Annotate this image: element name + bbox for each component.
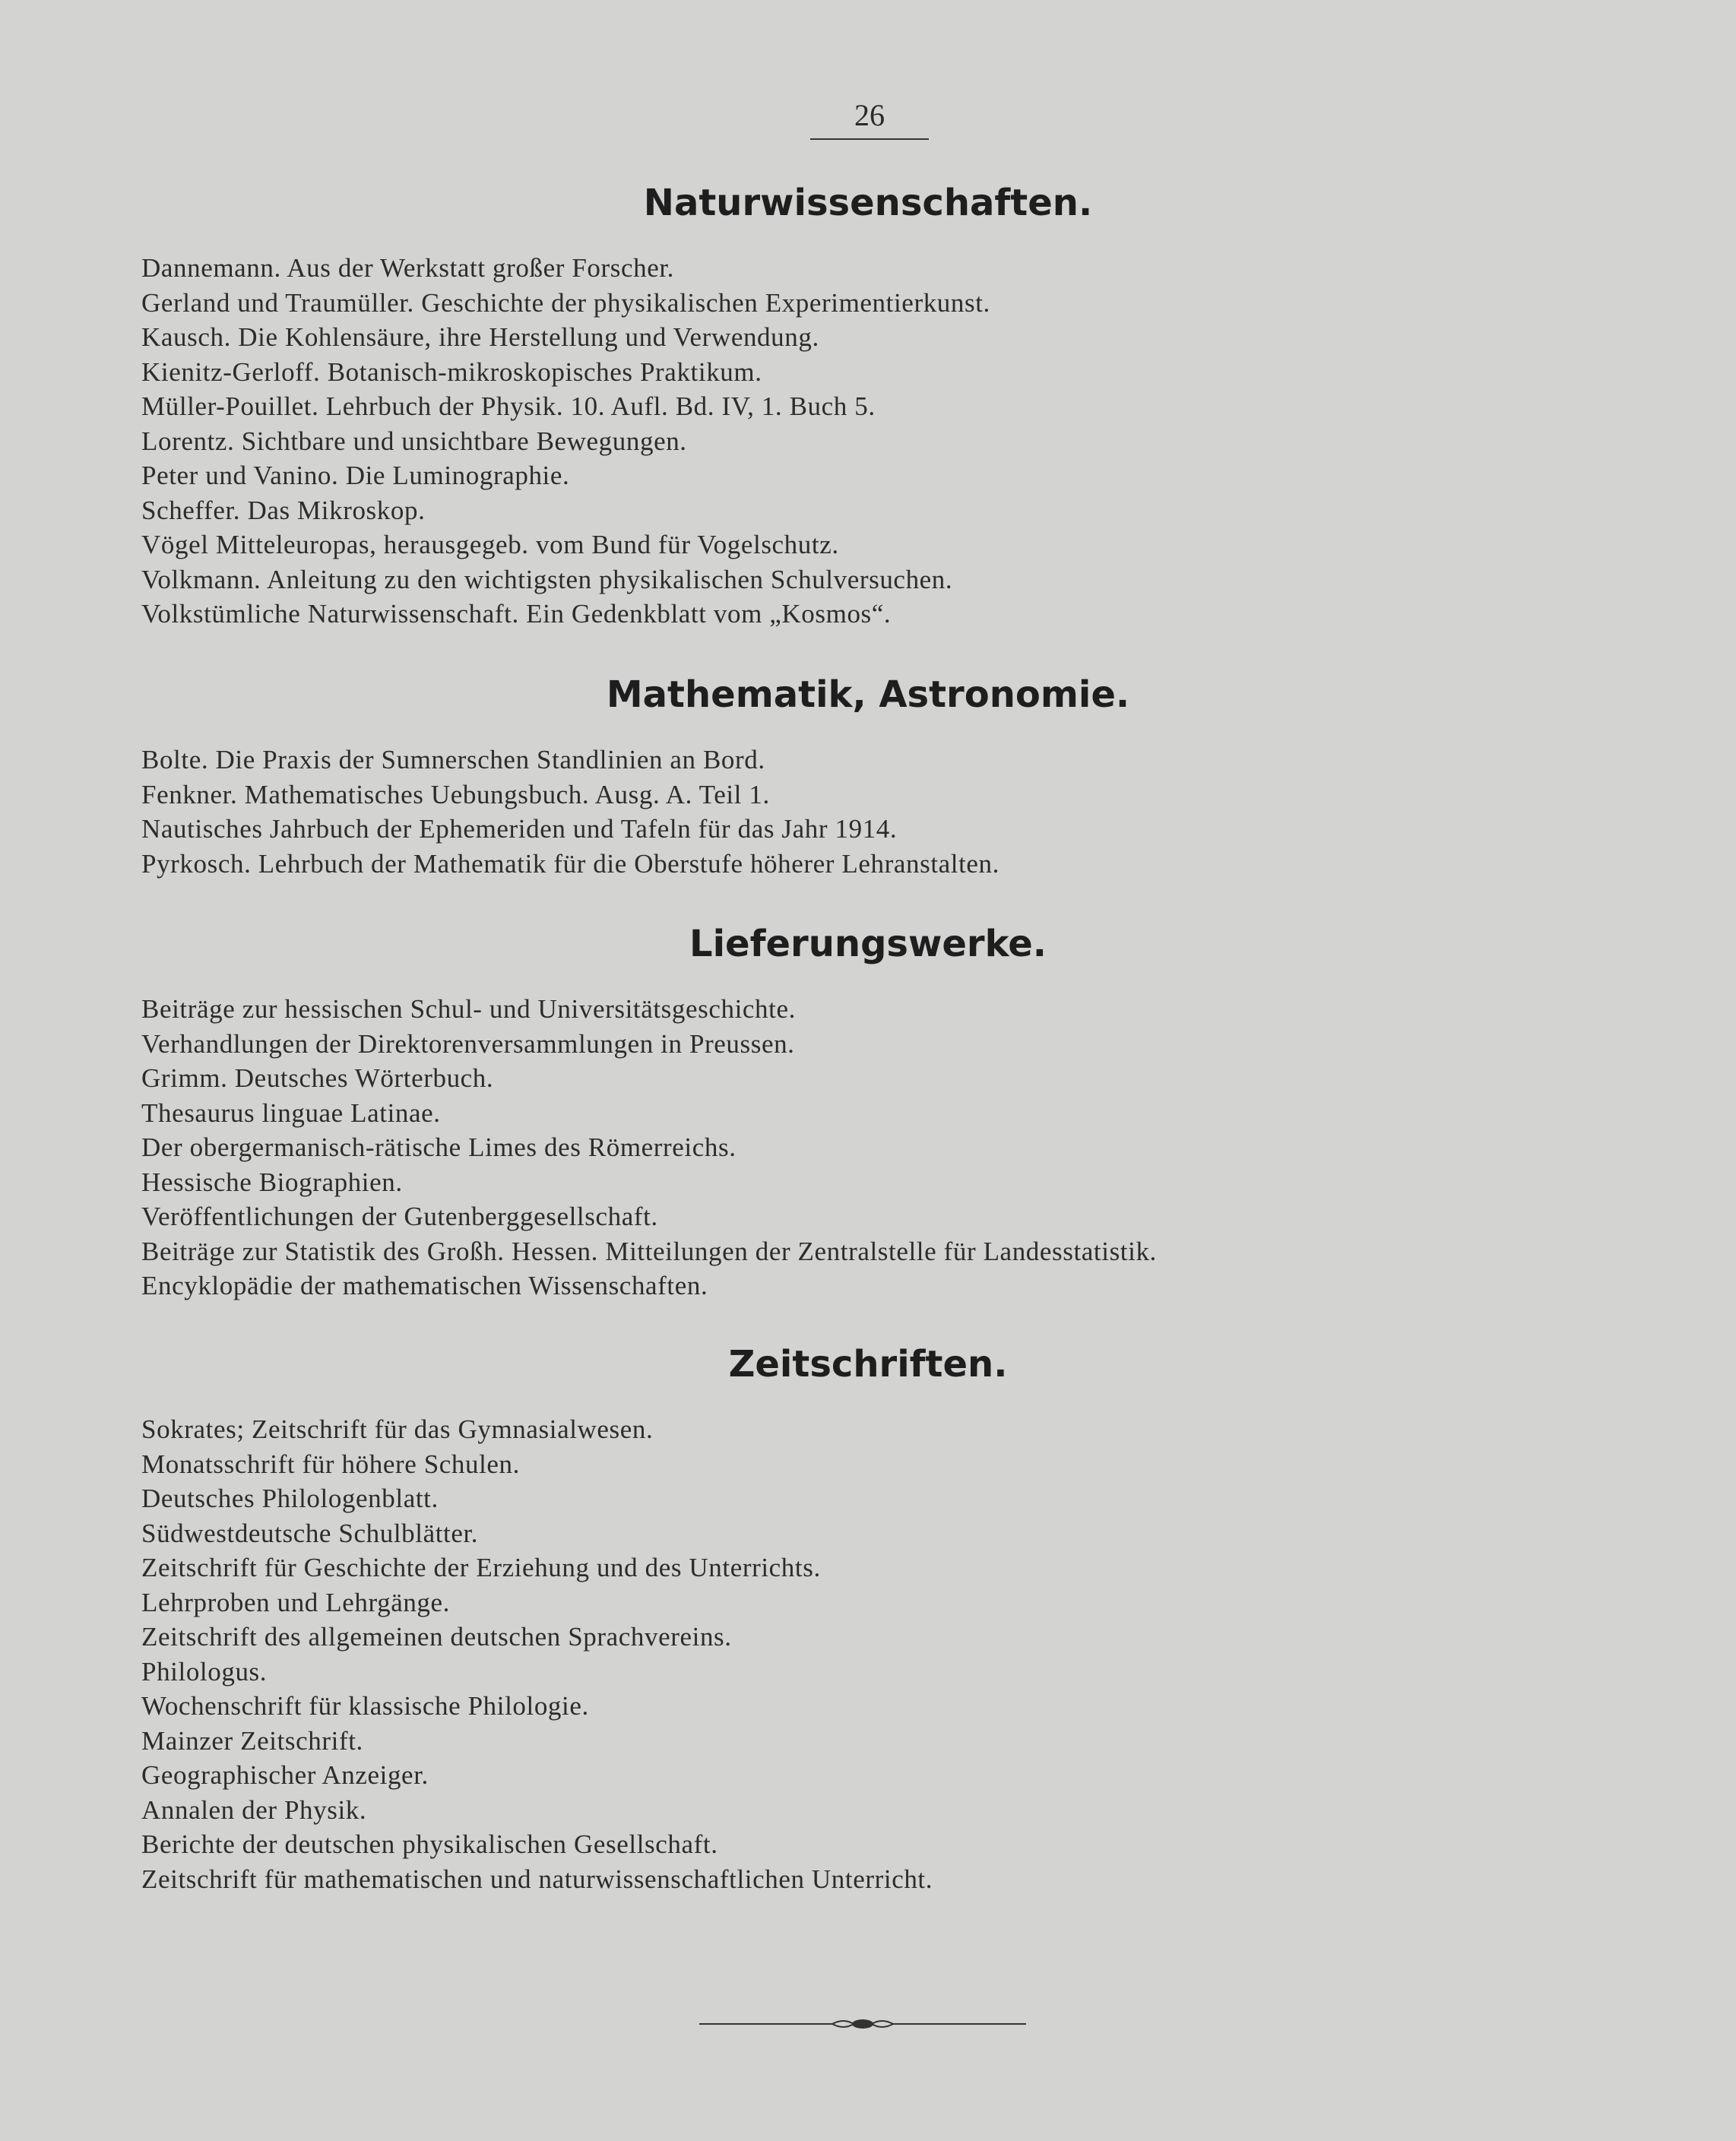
section-heading-naturwissenschaften: Naturwissenschaften. (643, 182, 1093, 224)
list-item: Philologus. (141, 1656, 268, 1687)
list-item: Berichte der deutschen physikalischen Gesellschaft. (141, 1829, 718, 1859)
list-item: Lehrproben und Lehrgänge. (141, 1587, 451, 1617)
list-item: Zeitschrift für mathematischen und naturwissenschaftlichen Unterricht. (141, 1864, 933, 1894)
list-item: Kienitz-Gerloff. Botanisch-mikroskopisches Praktikum. (141, 356, 762, 387)
list-item: Zeitschrift für Geschichte der Erziehung und des Unterrichts. (141, 1553, 821, 1582)
list-item: Volkmann. Anleitung zu den wichtigsten physikalischen Schulversuchen. (141, 564, 953, 594)
section-heading-lieferungswerke: Lieferungswerke. (689, 923, 1047, 965)
list-item: Fenkner. Mathematisches Uebungsbuch. Ausg. A. Teil 1. (141, 779, 770, 809)
section-list-zeitschriften (141, 1412, 933, 1896)
list-item: Nautisches Jahrbuch der Ephemeriden und Tafeln für das Jahr 1914. (141, 814, 898, 844)
list-item: Hessische Biographien. (141, 1167, 403, 1197)
list-item: Geographischer Anzeiger. (141, 1760, 429, 1790)
list-item: Gerland und Traumüller. Geschichte der physikalischen Experimentierkunst. (141, 287, 990, 318)
section-heading-zeitschriften: Zeitschriften. (728, 1343, 1008, 1386)
list-item: Wochenschrift für klassische Philologie. (141, 1691, 589, 1721)
page-number: 26 (854, 98, 885, 132)
list-item: Annalen der Physik. (141, 1794, 367, 1825)
list-item: Thesaurus linguae Latinae. (141, 1097, 441, 1128)
page-number-rule (810, 138, 929, 140)
list-item: Deutsches Philologenblatt. (141, 1484, 439, 1513)
list-item: Peter und Vanino. Die Luminographie. (141, 461, 570, 490)
list-item: Südwestdeutsche Schulblätter. (141, 1518, 479, 1548)
list-item: Pyrkosch. Lehrbuch der Mathematik für die Oberstufe höherer Lehranstalten. (141, 848, 1000, 879)
list-item: Bolte. Die Praxis der Sumnerschen Standlinien an Bord. (141, 745, 765, 774)
list-item: Der obergermanisch-rätische Limes des Römerreichs. (141, 1132, 737, 1162)
list-item: Beiträge zur hessischen Schul- und Universitätsgeschichte. (141, 994, 796, 1024)
section-list-lieferungswerke (141, 992, 1157, 1303)
list-item: Encyklopädie der mathematischen Wissenschaften. (141, 1271, 708, 1300)
list-item: Verhandlungen der Direktorenversammlungen in Preussen. (141, 1028, 795, 1059)
section-list-naturwissenschaften (141, 251, 990, 632)
list-item: Mainzer Zeitschrift. (141, 1725, 363, 1756)
list-item: Sokrates; Zeitschrift für das Gymnasialwesen. (141, 1414, 654, 1444)
list-item: Vögel Mitteleuropas, herausgegeb. vom Bund für Vogelschutz. (141, 530, 839, 559)
list-item: Müller-Pouillet. Lehrbuch der Physik. 10. Aufl. Bd. IV, 1. Buch 5. (141, 391, 876, 421)
list-item: Grimm. Deutsches Wörterbuch. (141, 1063, 494, 1093)
list-item: Volkstümliche Naturwissenschaft. Ein Gedenkblatt vom „Kosmos“. (141, 599, 892, 629)
list-item: Beiträge zur Statistik des Großh. Hessen. Mitteilungen der Zentralstelle für Landesstatistik. (141, 1236, 1157, 1266)
list-item: Monatsschrift für höhere Schulen. (141, 1449, 521, 1479)
list-item: Scheffer. Das Mikroskop. (141, 495, 426, 525)
list-item: Zeitschrift des allgemeinen deutschen Sprachvereins. (141, 1622, 732, 1652)
end-ornament-divider (699, 2013, 1026, 2035)
section-list-mathematik (141, 743, 999, 881)
list-item: Dannemann. Aus der Werkstatt großer Forscher. (141, 253, 675, 283)
list-item: Lorentz. Sichtbare und unsichtbare Bewegungen. (141, 426, 687, 456)
list-item: Kausch. Die Kohlensäure, ihre Herstellung und Verwendung. (141, 322, 819, 352)
list-item: Veröffentlichungen der Gutenberggesellschaft. (141, 1202, 658, 1231)
section-heading-mathematik: Mathematik, Astronomie. (606, 673, 1130, 716)
